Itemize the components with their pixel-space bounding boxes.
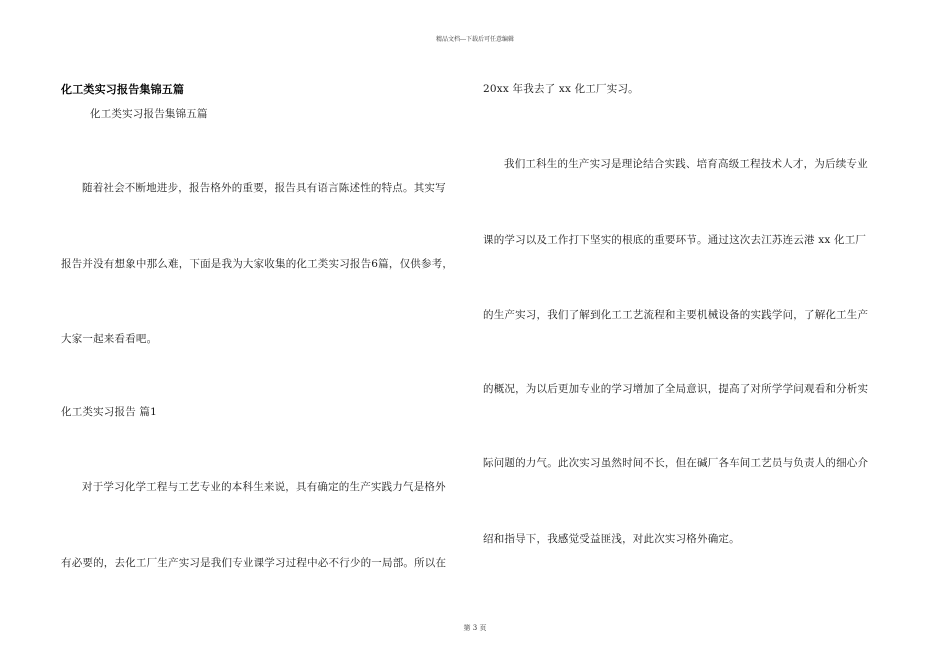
paragraph-line: 对于学习化学工程与工艺专业的本科生来说，具有确定的生产实践力气是格外	[82, 481, 446, 493]
paragraph-line: 的概况，为以后更加专业的学习增加了全局意识，提高了对所学学问观看和分析实	[483, 383, 869, 395]
document-title: 化工类实习报告集锦五篇	[61, 83, 185, 96]
page-number: 第 3 页	[463, 624, 487, 632]
paragraph-line: 随着社会不断地进步，报告格外的重要，报告具有语言陈述性的特点。其实写	[82, 182, 446, 194]
paragraph-line: 20xx 年我去了 xx 化工厂实习。	[483, 83, 639, 95]
paragraph-line: 报告并没有想象中那么难，下面是我为大家收集的化工类实习报告6篇，仅供参考，	[61, 258, 454, 270]
paragraph-line: 际问题的力气。此次实习虽然时间不长，但在碱厂各车间工艺员与负责人的细心介	[483, 457, 869, 469]
paragraph-line: 的生产实习，我们了解到化工工艺流程和主要机械设备的实践学问，了解化工生产	[483, 309, 869, 321]
paragraph-line: 我们工科生的生产实习是理论结合实践、培育高级工程技术人才，为后续专业	[504, 158, 868, 170]
section-heading: 化工类实习报告 篇1	[61, 406, 158, 418]
paragraph-line: 大家一起来看看吧。	[61, 333, 158, 345]
document-subtitle: 化工类实习报告集锦五篇	[90, 108, 208, 120]
paragraph-line: 有必要的，去化工厂生产实习是我们专业课学习过程中必不行少的一局部。所以在	[61, 557, 447, 569]
paragraph-line: 课的学习以及工作打下坚实的根底的重要环节。通过这次去江苏连云港 xx 化工厂	[483, 234, 867, 246]
paragraph-line: 绍和指导下，我感觉受益匪浅，对此次实习格外确定。	[483, 533, 740, 545]
page-header-note: 精品文档---下载后可任意编辑	[435, 36, 515, 43]
